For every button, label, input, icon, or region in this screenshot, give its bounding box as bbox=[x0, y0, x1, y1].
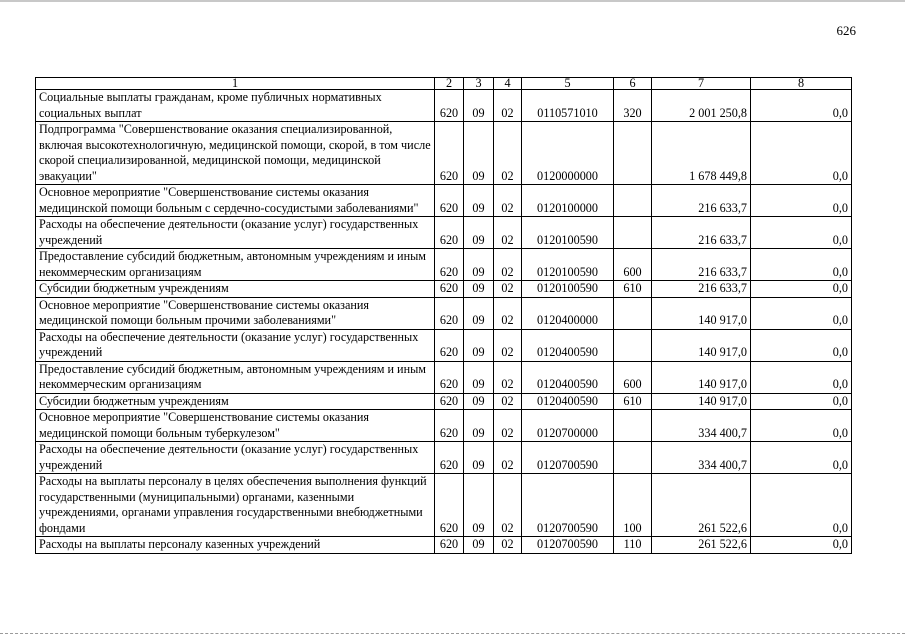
subsection-code-cell: 02 bbox=[494, 281, 522, 298]
table-row bbox=[36, 217, 852, 249]
admin-code-cell: 620 bbox=[435, 249, 464, 281]
row-name-cell: Субсидии бюджетным учреждениям bbox=[36, 393, 435, 410]
amount-column-8-cell: 0,0 bbox=[751, 185, 852, 217]
amount-cell: 216 633,7 bbox=[652, 217, 751, 249]
section-code-cell: 09 bbox=[464, 361, 494, 393]
table-row bbox=[36, 474, 852, 537]
expense-type-cell: 100 bbox=[614, 474, 652, 537]
amount-column-8-cell: 0,0 bbox=[751, 410, 852, 442]
section-code-cell: 09 bbox=[464, 537, 494, 554]
amount-column-8-cell: 0,0 bbox=[751, 217, 852, 249]
column-header: 3 bbox=[464, 78, 494, 90]
table-row bbox=[36, 393, 852, 410]
admin-code-cell: 620 bbox=[435, 410, 464, 442]
amount-column-8-cell: 0,0 bbox=[751, 393, 852, 410]
subsection-code-cell: 02 bbox=[494, 361, 522, 393]
table-row bbox=[36, 442, 852, 474]
admin-code-cell: 620 bbox=[435, 185, 464, 217]
amount-column-8-cell: 0,0 bbox=[751, 361, 852, 393]
row-name-cell: Подпрограмма "Совершенствование оказания специализированной, включая высокотехнологичную, медицинской помощи, скорой, в том числе скорой специализированной, медицинской помощи, медицинской эвакуации" bbox=[36, 122, 435, 185]
row-name-cell: Расходы на выплаты персоналу казенных учреждений bbox=[36, 537, 435, 554]
subsection-code-cell: 02 bbox=[494, 122, 522, 185]
target-code-cell: 0120700000 bbox=[522, 410, 614, 442]
row-name-cell: Расходы на обеспечение деятельности (оказание услуг) государственных учреждений bbox=[36, 217, 435, 249]
amount-cell: 261 522,6 bbox=[652, 474, 751, 537]
amount-cell: 2 001 250,8 bbox=[652, 90, 751, 122]
page-number: 626 bbox=[836, 23, 856, 38]
section-code-cell: 09 bbox=[464, 90, 494, 122]
section-code-cell: 09 bbox=[464, 185, 494, 217]
amount-column-8-cell: 0,0 bbox=[751, 329, 852, 361]
amount-column-8-cell: 0,0 bbox=[751, 249, 852, 281]
table-row bbox=[36, 122, 852, 185]
amount-cell: 216 633,7 bbox=[652, 185, 751, 217]
target-code-cell: 0120400590 bbox=[522, 393, 614, 410]
amount-column-8-cell: 0,0 bbox=[751, 90, 852, 122]
admin-code-cell: 620 bbox=[435, 474, 464, 537]
section-code-cell: 09 bbox=[464, 122, 494, 185]
amount-cell: 334 400,7 bbox=[652, 410, 751, 442]
section-code-cell: 09 bbox=[464, 410, 494, 442]
column-header: 1 bbox=[36, 78, 435, 90]
target-code-cell: 0120100590 bbox=[522, 281, 614, 298]
admin-code-cell: 620 bbox=[435, 393, 464, 410]
subsection-code-cell: 02 bbox=[494, 442, 522, 474]
amount-cell: 216 633,7 bbox=[652, 281, 751, 298]
row-name-cell: Предоставление субсидий бюджетным, автономным учреждениям и иным некоммерческим организациям bbox=[36, 249, 435, 281]
expense-type-cell: 610 bbox=[614, 281, 652, 298]
section-code-cell: 09 bbox=[464, 297, 494, 329]
amount-cell: 140 917,0 bbox=[652, 329, 751, 361]
table-row bbox=[36, 249, 852, 281]
amount-cell: 140 917,0 bbox=[652, 393, 751, 410]
section-code-cell: 09 bbox=[464, 442, 494, 474]
row-name-cell: Основное мероприятие "Совершенствование системы оказания медицинской помощи больным с сердечно-сосудистыми заболеваниями" bbox=[36, 185, 435, 217]
table-header-row bbox=[36, 78, 852, 90]
amount-column-8-cell: 0,0 bbox=[751, 537, 852, 554]
table-row bbox=[36, 329, 852, 361]
subsection-code-cell: 02 bbox=[494, 410, 522, 442]
subsection-code-cell: 02 bbox=[494, 249, 522, 281]
row-name-cell: Предоставление субсидий бюджетным, автономным учреждениям и иным некоммерческим организациям bbox=[36, 361, 435, 393]
subsection-code-cell: 02 bbox=[494, 217, 522, 249]
section-code-cell: 09 bbox=[464, 281, 494, 298]
section-code-cell: 09 bbox=[464, 249, 494, 281]
subsection-code-cell: 02 bbox=[494, 474, 522, 537]
expense-type-cell bbox=[614, 329, 652, 361]
target-code-cell: 0110571010 bbox=[522, 90, 614, 122]
amount-column-8-cell: 0,0 bbox=[751, 474, 852, 537]
admin-code-cell: 620 bbox=[435, 90, 464, 122]
table-row bbox=[36, 537, 852, 554]
expense-type-cell: 600 bbox=[614, 249, 652, 281]
admin-code-cell: 620 bbox=[435, 217, 464, 249]
scan-bottom-edge bbox=[0, 633, 905, 634]
row-name-cell: Основное мероприятие "Совершенствование системы оказания медицинской помощи больным туберкулезом" bbox=[36, 410, 435, 442]
amount-column-8-cell: 0,0 bbox=[751, 281, 852, 298]
subsection-code-cell: 02 bbox=[494, 90, 522, 122]
expense-type-cell bbox=[614, 185, 652, 217]
table-row bbox=[36, 90, 852, 122]
target-code-cell: 0120100000 bbox=[522, 185, 614, 217]
subsection-code-cell: 02 bbox=[494, 297, 522, 329]
table-row bbox=[36, 281, 852, 298]
expense-type-cell: 600 bbox=[614, 361, 652, 393]
subsection-code-cell: 02 bbox=[494, 537, 522, 554]
column-header: 7 bbox=[652, 78, 751, 90]
target-code-cell: 0120000000 bbox=[522, 122, 614, 185]
column-header: 4 bbox=[494, 78, 522, 90]
expense-type-cell: 110 bbox=[614, 537, 652, 554]
section-code-cell: 09 bbox=[464, 329, 494, 361]
expense-type-cell bbox=[614, 217, 652, 249]
row-name-cell: Основное мероприятие "Совершенствование системы оказания медицинской помощи больным прочими заболеваниями" bbox=[36, 297, 435, 329]
table-row bbox=[36, 361, 852, 393]
amount-cell: 1 678 449,8 bbox=[652, 122, 751, 185]
expense-type-cell: 610 bbox=[614, 393, 652, 410]
subsection-code-cell: 02 bbox=[494, 393, 522, 410]
expense-type-cell: 320 bbox=[614, 90, 652, 122]
row-name-cell: Расходы на обеспечение деятельности (оказание услуг) государственных учреждений bbox=[36, 329, 435, 361]
column-header: 8 bbox=[751, 78, 852, 90]
amount-cell: 140 917,0 bbox=[652, 361, 751, 393]
subsection-code-cell: 02 bbox=[494, 185, 522, 217]
section-code-cell: 09 bbox=[464, 217, 494, 249]
section-code-cell: 09 bbox=[464, 474, 494, 537]
amount-cell: 334 400,7 bbox=[652, 442, 751, 474]
amount-cell: 261 522,6 bbox=[652, 537, 751, 554]
expense-type-cell bbox=[614, 410, 652, 442]
amount-cell: 140 917,0 bbox=[652, 297, 751, 329]
target-code-cell: 0120700590 bbox=[522, 474, 614, 537]
target-code-cell: 0120100590 bbox=[522, 249, 614, 281]
column-header: 2 bbox=[435, 78, 464, 90]
admin-code-cell: 620 bbox=[435, 329, 464, 361]
admin-code-cell: 620 bbox=[435, 442, 464, 474]
target-code-cell: 0120400590 bbox=[522, 329, 614, 361]
admin-code-cell: 620 bbox=[435, 281, 464, 298]
target-code-cell: 0120700590 bbox=[522, 442, 614, 474]
amount-column-8-cell: 0,0 bbox=[751, 442, 852, 474]
row-name-cell: Расходы на обеспечение деятельности (оказание услуг) государственных учреждений bbox=[36, 442, 435, 474]
target-code-cell: 0120100590 bbox=[522, 217, 614, 249]
subsection-code-cell: 02 bbox=[494, 329, 522, 361]
admin-code-cell: 620 bbox=[435, 361, 464, 393]
table-row bbox=[36, 185, 852, 217]
expense-type-cell bbox=[614, 297, 652, 329]
target-code-cell: 0120400590 bbox=[522, 361, 614, 393]
budget-table bbox=[35, 77, 852, 554]
table-row bbox=[36, 410, 852, 442]
section-code-cell: 09 bbox=[464, 393, 494, 410]
amount-column-8-cell: 0,0 bbox=[751, 297, 852, 329]
admin-code-cell: 620 bbox=[435, 537, 464, 554]
row-name-cell: Расходы на выплаты персоналу в целях обеспечения выполнения функций государственными (муниципальными) органами, казенными учреждениями, органами управления государственными внебюджетными фондами bbox=[36, 474, 435, 537]
column-header: 5 bbox=[522, 78, 614, 90]
admin-code-cell: 620 bbox=[435, 297, 464, 329]
target-code-cell: 0120400000 bbox=[522, 297, 614, 329]
column-header: 6 bbox=[614, 78, 652, 90]
admin-code-cell: 620 bbox=[435, 122, 464, 185]
scan-top-edge bbox=[0, 0, 905, 2]
target-code-cell: 0120700590 bbox=[522, 537, 614, 554]
row-name-cell: Субсидии бюджетным учреждениям bbox=[36, 281, 435, 298]
amount-cell: 216 633,7 bbox=[652, 249, 751, 281]
expense-type-cell bbox=[614, 122, 652, 185]
table-row bbox=[36, 297, 852, 329]
row-name-cell: Социальные выплаты гражданам, кроме публичных нормативных социальных выплат bbox=[36, 90, 435, 122]
amount-column-8-cell: 0,0 bbox=[751, 122, 852, 185]
expense-type-cell bbox=[614, 442, 652, 474]
